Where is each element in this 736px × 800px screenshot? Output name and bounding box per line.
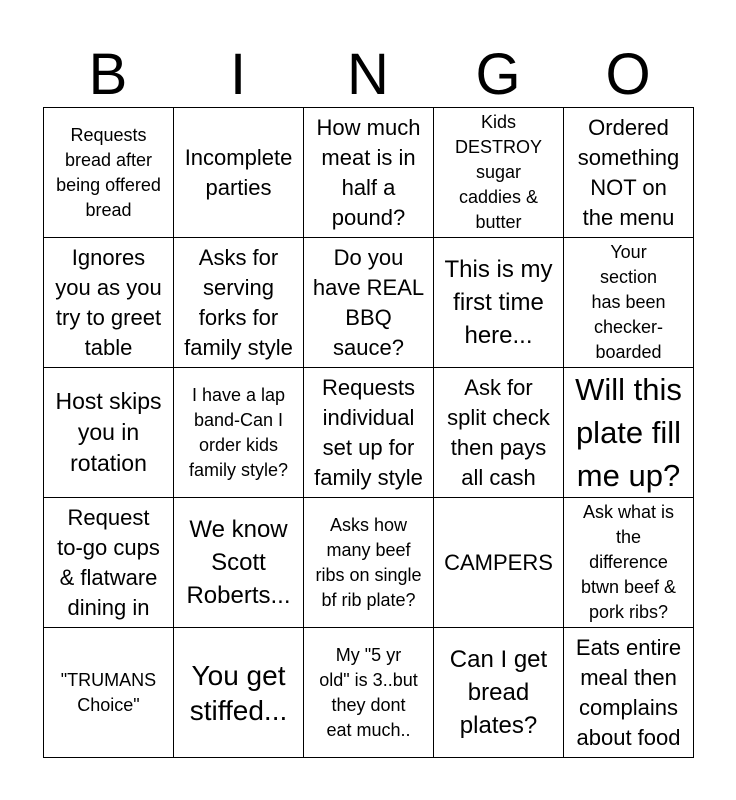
bingo-cell-r4-c1[interactable] <box>44 498 174 628</box>
bingo-cell-text: Host skips you in rotation <box>55 388 162 476</box>
bingo-cell-text: Request to-go cups & flatware dining in <box>57 504 160 620</box>
bingo-cell-r1-c1[interactable] <box>44 108 174 238</box>
bingo-cell-text: You get stiffed... <box>189 659 288 726</box>
bingo-cell-text: Kids DESTROY sugar caddies & butter <box>454 112 542 232</box>
bingo-cell-text: Ordered something NOT on the menu <box>577 114 680 230</box>
bingo-cell-text: Asks how many beef ribs on single bf rib plate? <box>315 514 422 610</box>
header-letter-b: B <box>88 42 128 107</box>
bingo-cell-text: Do you have REAL BBQ sauce? <box>312 244 425 360</box>
bingo-cell-text: "TRUMANS Choice" <box>60 669 157 715</box>
bingo-cell-text: Requests individual set up for family style <box>314 374 423 490</box>
bingo-cell-r1-c4[interactable] <box>434 108 564 238</box>
bingo-cell-r5-c4[interactable] <box>434 628 564 758</box>
header-letter-g: G <box>475 42 521 107</box>
bingo-header <box>43 40 693 108</box>
bingo-cell-r2-c1[interactable] <box>44 238 174 368</box>
bingo-cell-r1-c2[interactable] <box>174 108 304 238</box>
bingo-cell-text: This is my first time here... <box>444 256 553 349</box>
bingo-cell-text: Eats entire meal then complains about food <box>575 634 682 750</box>
bingo-cell-text: We know Scott Roberts... <box>186 516 291 609</box>
header-letter-i: I <box>229 42 247 107</box>
bingo-cell-text: My "5 yr old" is 3..but they dont eat much.. <box>319 644 418 740</box>
bingo-cell-text: Requests bread after being offered bread <box>56 124 161 220</box>
bingo-cell-text: Asks for serving forks for family style <box>184 244 293 360</box>
bingo-cell-text: Will this plate fill me up? <box>575 372 682 493</box>
bingo-cell-text: Can I get bread plates? <box>449 646 548 739</box>
bingo-cell-r5-c1[interactable] <box>44 628 174 758</box>
bingo-cell-r2-c4[interactable] <box>434 238 564 368</box>
bingo-cell-r3-c1[interactable] <box>44 368 174 498</box>
bingo-cell-text: Incomplete parties <box>184 144 293 200</box>
bingo-cell-r2-c2[interactable] <box>174 238 304 368</box>
bingo-cell-r4-c3[interactable] <box>304 498 434 628</box>
bingo-cell-r4-c4[interactable] <box>434 498 564 628</box>
bingo-cell-text: Your section has been checker- boarded <box>591 242 666 362</box>
bingo-cell-text: Ask what is the difference btwn beef & pork ribs? <box>580 502 677 622</box>
bingo-cell-r5-c2[interactable] <box>174 628 304 758</box>
header-letter-o: O <box>605 42 651 107</box>
bingo-cell-text: I have a lap band-Can I order kids family style? <box>188 384 289 480</box>
bingo-cell-r1-c3[interactable] <box>304 108 434 238</box>
bingo-cell-r1-c5[interactable] <box>564 108 694 238</box>
bingo-cell-r3-c3[interactable] <box>304 368 434 498</box>
bingo-cell-text: Ask for split check then pays all cash <box>447 374 550 490</box>
bingo-cell-r3-c5[interactable] <box>564 368 694 498</box>
bingo-cell-r4-c2[interactable] <box>174 498 304 628</box>
bingo-cell-r3-c2[interactable] <box>174 368 304 498</box>
bingo-cell-text: CAMPERS <box>444 549 553 575</box>
bingo-cell-r2-c5[interactable] <box>564 238 694 368</box>
bingo-cell-r4-c5[interactable] <box>564 498 694 628</box>
header-letter-n: N <box>347 42 389 107</box>
bingo-cell-r2-c3[interactable] <box>304 238 434 368</box>
bingo-cell-r5-c3[interactable] <box>304 628 434 758</box>
bingo-cell-r5-c5[interactable] <box>564 628 694 758</box>
bingo-board <box>43 107 694 758</box>
bingo-cell-r3-c4[interactable] <box>434 368 564 498</box>
bingo-cell-text: How much meat is in half a pound? <box>316 114 421 230</box>
bingo-cell-text: Ignores you as you try to greet table <box>55 244 162 360</box>
